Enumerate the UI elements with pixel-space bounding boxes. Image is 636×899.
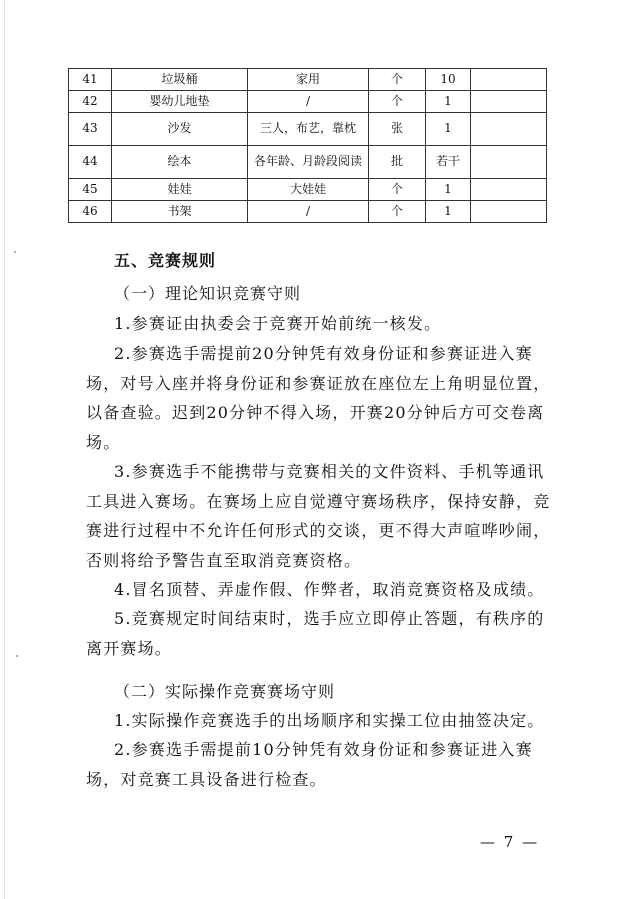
paragraph: 4.冒名顶替、弄虚作假、作弊者，取消竞赛资格及成绩。	[114, 580, 545, 599]
table-row	[69, 91, 547, 113]
cell-qty: 1	[426, 201, 471, 223]
cell-note	[471, 91, 547, 113]
paragraph: 1.参赛证由执委会于竞赛开始前统一核发。	[114, 314, 442, 333]
cell-name: 书架	[112, 201, 248, 223]
cell-unit: 批	[369, 146, 426, 179]
paragraph: 2.参赛选手需提前10分钟凭有效身份证和参赛证进入赛场，对竞赛工具设备进行检查。	[86, 740, 533, 789]
table-row	[69, 69, 547, 91]
cell-no: 45	[69, 179, 112, 201]
table-row	[69, 201, 547, 223]
section-title: 五、竞赛规则	[114, 251, 217, 270]
cell-unit: 个	[369, 69, 426, 91]
scan-edge	[4, 0, 5, 899]
cell-note	[471, 179, 547, 201]
cell-qty: 1	[426, 179, 471, 201]
cell-qty: 1	[426, 113, 471, 146]
cell-name: 绘本	[112, 146, 248, 179]
cell-spec: /	[248, 201, 369, 223]
cell-no: 46	[69, 201, 112, 223]
cell-unit: 张	[369, 113, 426, 146]
scan-speck	[16, 655, 18, 657]
cell-spec: 大娃娃	[248, 179, 369, 201]
cell-name: 婴幼儿地垫	[112, 91, 248, 113]
cell-no: 42	[69, 91, 112, 113]
cell-note	[471, 113, 547, 146]
table-row	[69, 113, 547, 146]
table-row	[69, 179, 547, 201]
cell-unit: 个	[369, 91, 426, 113]
cell-qty: 1	[426, 91, 471, 113]
cell-no: 43	[69, 113, 112, 146]
cell-no: 44	[69, 146, 112, 179]
cell-spec: 家用	[248, 69, 369, 91]
cell-spec: 各年龄、月龄段阅读	[248, 146, 369, 179]
subsection-title: （一）理论知识竞赛守则	[114, 284, 302, 303]
cell-name: 沙发	[112, 113, 248, 146]
cell-spec: 三人，布艺，靠枕	[248, 113, 369, 146]
cell-note	[471, 146, 547, 179]
table-row	[69, 146, 547, 179]
scan-speck	[14, 251, 16, 253]
page-number: — 7 —	[480, 833, 540, 851]
cell-qty: 10	[426, 69, 471, 91]
cell-spec: /	[248, 91, 369, 113]
cell-unit: 个	[369, 201, 426, 223]
cell-note	[471, 69, 547, 91]
paragraph: 1.实际操作竞赛选手的出场顺序和实操工位由抽签决定。	[114, 711, 545, 730]
equipment-table	[68, 68, 547, 223]
subsection-title: （二）实际操作竞赛赛场守则	[114, 682, 336, 701]
paragraph: 5.竞赛规定时间结束时，选手应立即停止答题，有秩序的离开赛场。	[86, 609, 545, 658]
cell-note	[471, 201, 547, 223]
cell-name: 垃圾桶	[112, 69, 248, 91]
cell-no: 41	[69, 69, 112, 91]
cell-name: 娃娃	[112, 179, 248, 201]
paragraph: 3.参赛选手不能携带与竞赛相关的文件资料、手机等通讯工具进入赛场。在赛场上应自觉遵守赛场秩序，保持安静，竞赛进行过程中不允许任何形式的交谈，更不得大声喧哗吵闹，否则将给予警告直至取消竞赛资格。	[86, 462, 551, 570]
cell-qty: 若干	[426, 146, 471, 179]
paragraph: 2.参赛选手需提前20分钟凭有效身份证和参赛证进入赛场，对号入座并将身份证和参赛证放在座位左上角明显位置，以备查验。迟到20分钟不得入场，开赛20分钟后方可交卷离场。	[86, 344, 551, 452]
cell-unit: 个	[369, 179, 426, 201]
